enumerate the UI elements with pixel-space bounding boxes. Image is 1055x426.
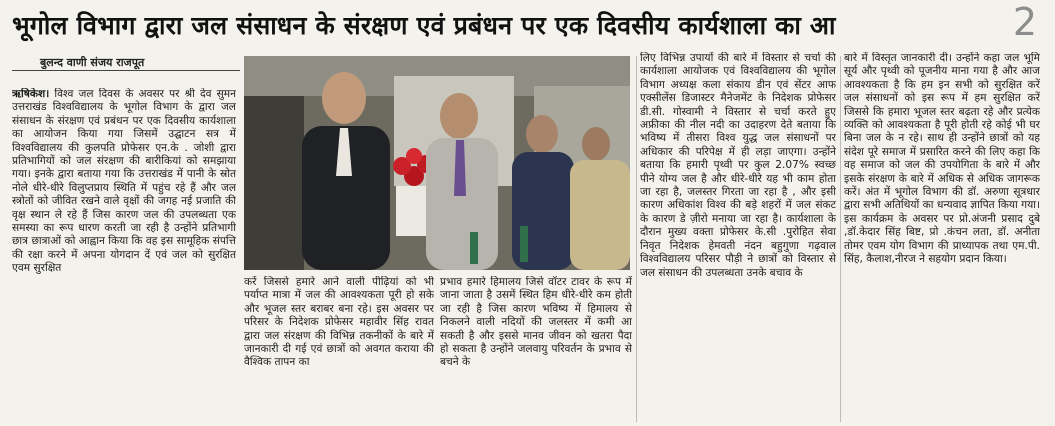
column-divider (840, 56, 841, 422)
column-divider (636, 56, 637, 422)
column-1-text: विश्व जल दिवस के अवसर पर श्री देव सुमन उत्तराखंड विश्वविद्यालय के भूगोल विभाग के द्वारा जल संसाधन के संरक्षण एवं प्रबंधन पर एक दिवसीय कार्यशाला का आयोजन किया गया जिसमें उद्घाटन सत्र में विश्वविद्यालय की कुलपति प्रोफेसर एन.के . जोशी द्वारा प्रतिभागियों को जल संरक्षण की बारीकियां को समझाया गया। इनके द्वारा बताया गया कि उत्तराखंड में पानी के स्रोत नोले धीरे-धीरे विलुप्तप्राय स्थिति में पहुंच रहे हैं और जल स्त्रोतों को जीवित रखने वाले वृक्षों की जगह नई प्रजाति की वृक्ष स्थान ले रहे हैं जिस कारण जल की उपलब्धता एक समस्या का रूप धारण करती जा रही है उन्होंने प्रतिभागी छात्र छात्राओं को आह्वान किया कि वह इस सामूहिक संपत्ति की रक्षा करने में अपना योगदान दें एवं जल को सुरक्षित एवम सुरक्षित (12, 88, 236, 275)
article-column-4 (640, 52, 836, 424)
column-4-text: लिए विभिन्न उपायों की बारे में विस्तार से चर्चा की कार्यशाला आयोजक एवं विश्वविद्यालय की भूगोल विभाग अध्यक्ष कला संकाय डीन एवं सेंटर आफ एक्सीलेंस डिजास्टर मैनेजमेंट के निदेशक प्रोफेसर डी.सी. गोस्वामी ने विस्तार से चर्चा करते हुए अफ्रीका की नील नदी का उदाहरण देते बताया कि भविष्य में तीसरा विश्व युद्ध जल संसाधनों पर अधिकार की परिपेक्ष में ही लड़ा जाएगा। उन्होंने बताया कि हमारी पृथ्वी पर कुल 2.07% स्वच्छ पीने योग्य जल है और धीरे-धीरे यह भी काम होता जा रहा है, जलस्तर गिरता जा रहा है , और इसी कारण अधिकांश विश्व की बड़े शहरों में जल संकट के कारण डे ज़ीरो मनाया जा रहा है। कार्यशाला के दौरान मुख्य वक्ता प्रोफेसर के.सी .पुरोहित सेवा निवृत निदेशक हेमवती नंदन बहुगुणा गढ़वाल विश्वविद्यालय परिसर पौड़ी ने छात्रों को विस्तार से जल संसाधन की उपलब्धता उनके बचाव के (640, 52, 836, 279)
article-column-2 (244, 276, 434, 424)
dateline: ऋषिकेश। (12, 88, 50, 100)
column-2-text: करें जिससे हमारे आने वाली पीढ़ियां को भी पर्याप्त मात्रा में जल की आवश्यकता पूरी हो सके और भूजल स्तर बराबर बना रहे। इस अवसर पर परिसर के निदेशक प्रोफेसर महावीर सिंह रावत द्वारा जल संरक्षण की विभिन्न तकनीकों के बारे में जानकारी दी गई एवं छात्रों को अवगत कराया की वैश्विक तापन का (244, 276, 434, 369)
column-3-text: प्रभाव हमारे हिमालय जिसे वॉटर टावर के रूप में जाना जाता है उसमें स्थित हिम धीरे-धीरे कम होती जा रही है जिस कारण भविष्य में हिमालय से निकलने वाली नदियों की जलस्तर में कमी आ सकती है और इससे मानव जीवन को खतरा पैदा हो सकता है उन्होंने जलवायु परिवर्तन के प्रभाव से बचने के (440, 276, 632, 369)
byline: बुलन्द वाणी संजय राजपूत (40, 56, 145, 69)
event-photo-illustration (244, 56, 630, 270)
article-column-5 (844, 52, 1040, 424)
article-column-3 (440, 276, 632, 424)
column-5-text: बारे में विस्तृत जानकारी दी। उन्होंने कहा जल भूमि सूर्य और पृथ्वी को पूजनीय माना गया है और आज आवश्यकता है कि हम इन सभी को सुरक्षित करें जल संसाधनों को इस रूप में हम सुरक्षित करें जिससे कि हमारा भूजल स्तर बढ़ता रहे और प्रत्येक व्यक्ति को आवश्यकता है पूरी होती रहे कोई भी घर बिना जल के न रहे। साथ ही उन्होंने छात्रों को यह संदेश पूरे समाज में प्रसारित करने की लिए कहा कि वह समाज को जल की उपयोगिता के बारे में और इसके संरक्षण के बारे में अधिक से अधिक जागरूक करें। अंत में भूगोल विभाग की डॉ. अरुणा सूत्रधार द्वारा सभी अतिथियों का धन्यवाद ज्ञापित किया गया। इस कार्यक्रम के अवसर पर प्रो.अंजनी प्रसाद दुबे ,डॉ.केदार सिंह बिष्ट, प्रो .कंचन लता, डॉ. अनीता तोमर एवम योग विभाग की प्राध्यापक तथा एम.पी. सिंह, कैलाश,नीरज ने सहयोग प्रदान किया। (844, 52, 1040, 266)
article-column-1 (12, 88, 236, 424)
byline-rule (12, 70, 240, 71)
page-number: 2 (1012, 0, 1037, 44)
event-photo (244, 56, 630, 270)
headline: भूगोल विभाग द्वारा जल संसाधन के संरक्षण एवं प्रबंधन पर एक दिवसीय कार्यशाला का आ (12, 11, 836, 40)
